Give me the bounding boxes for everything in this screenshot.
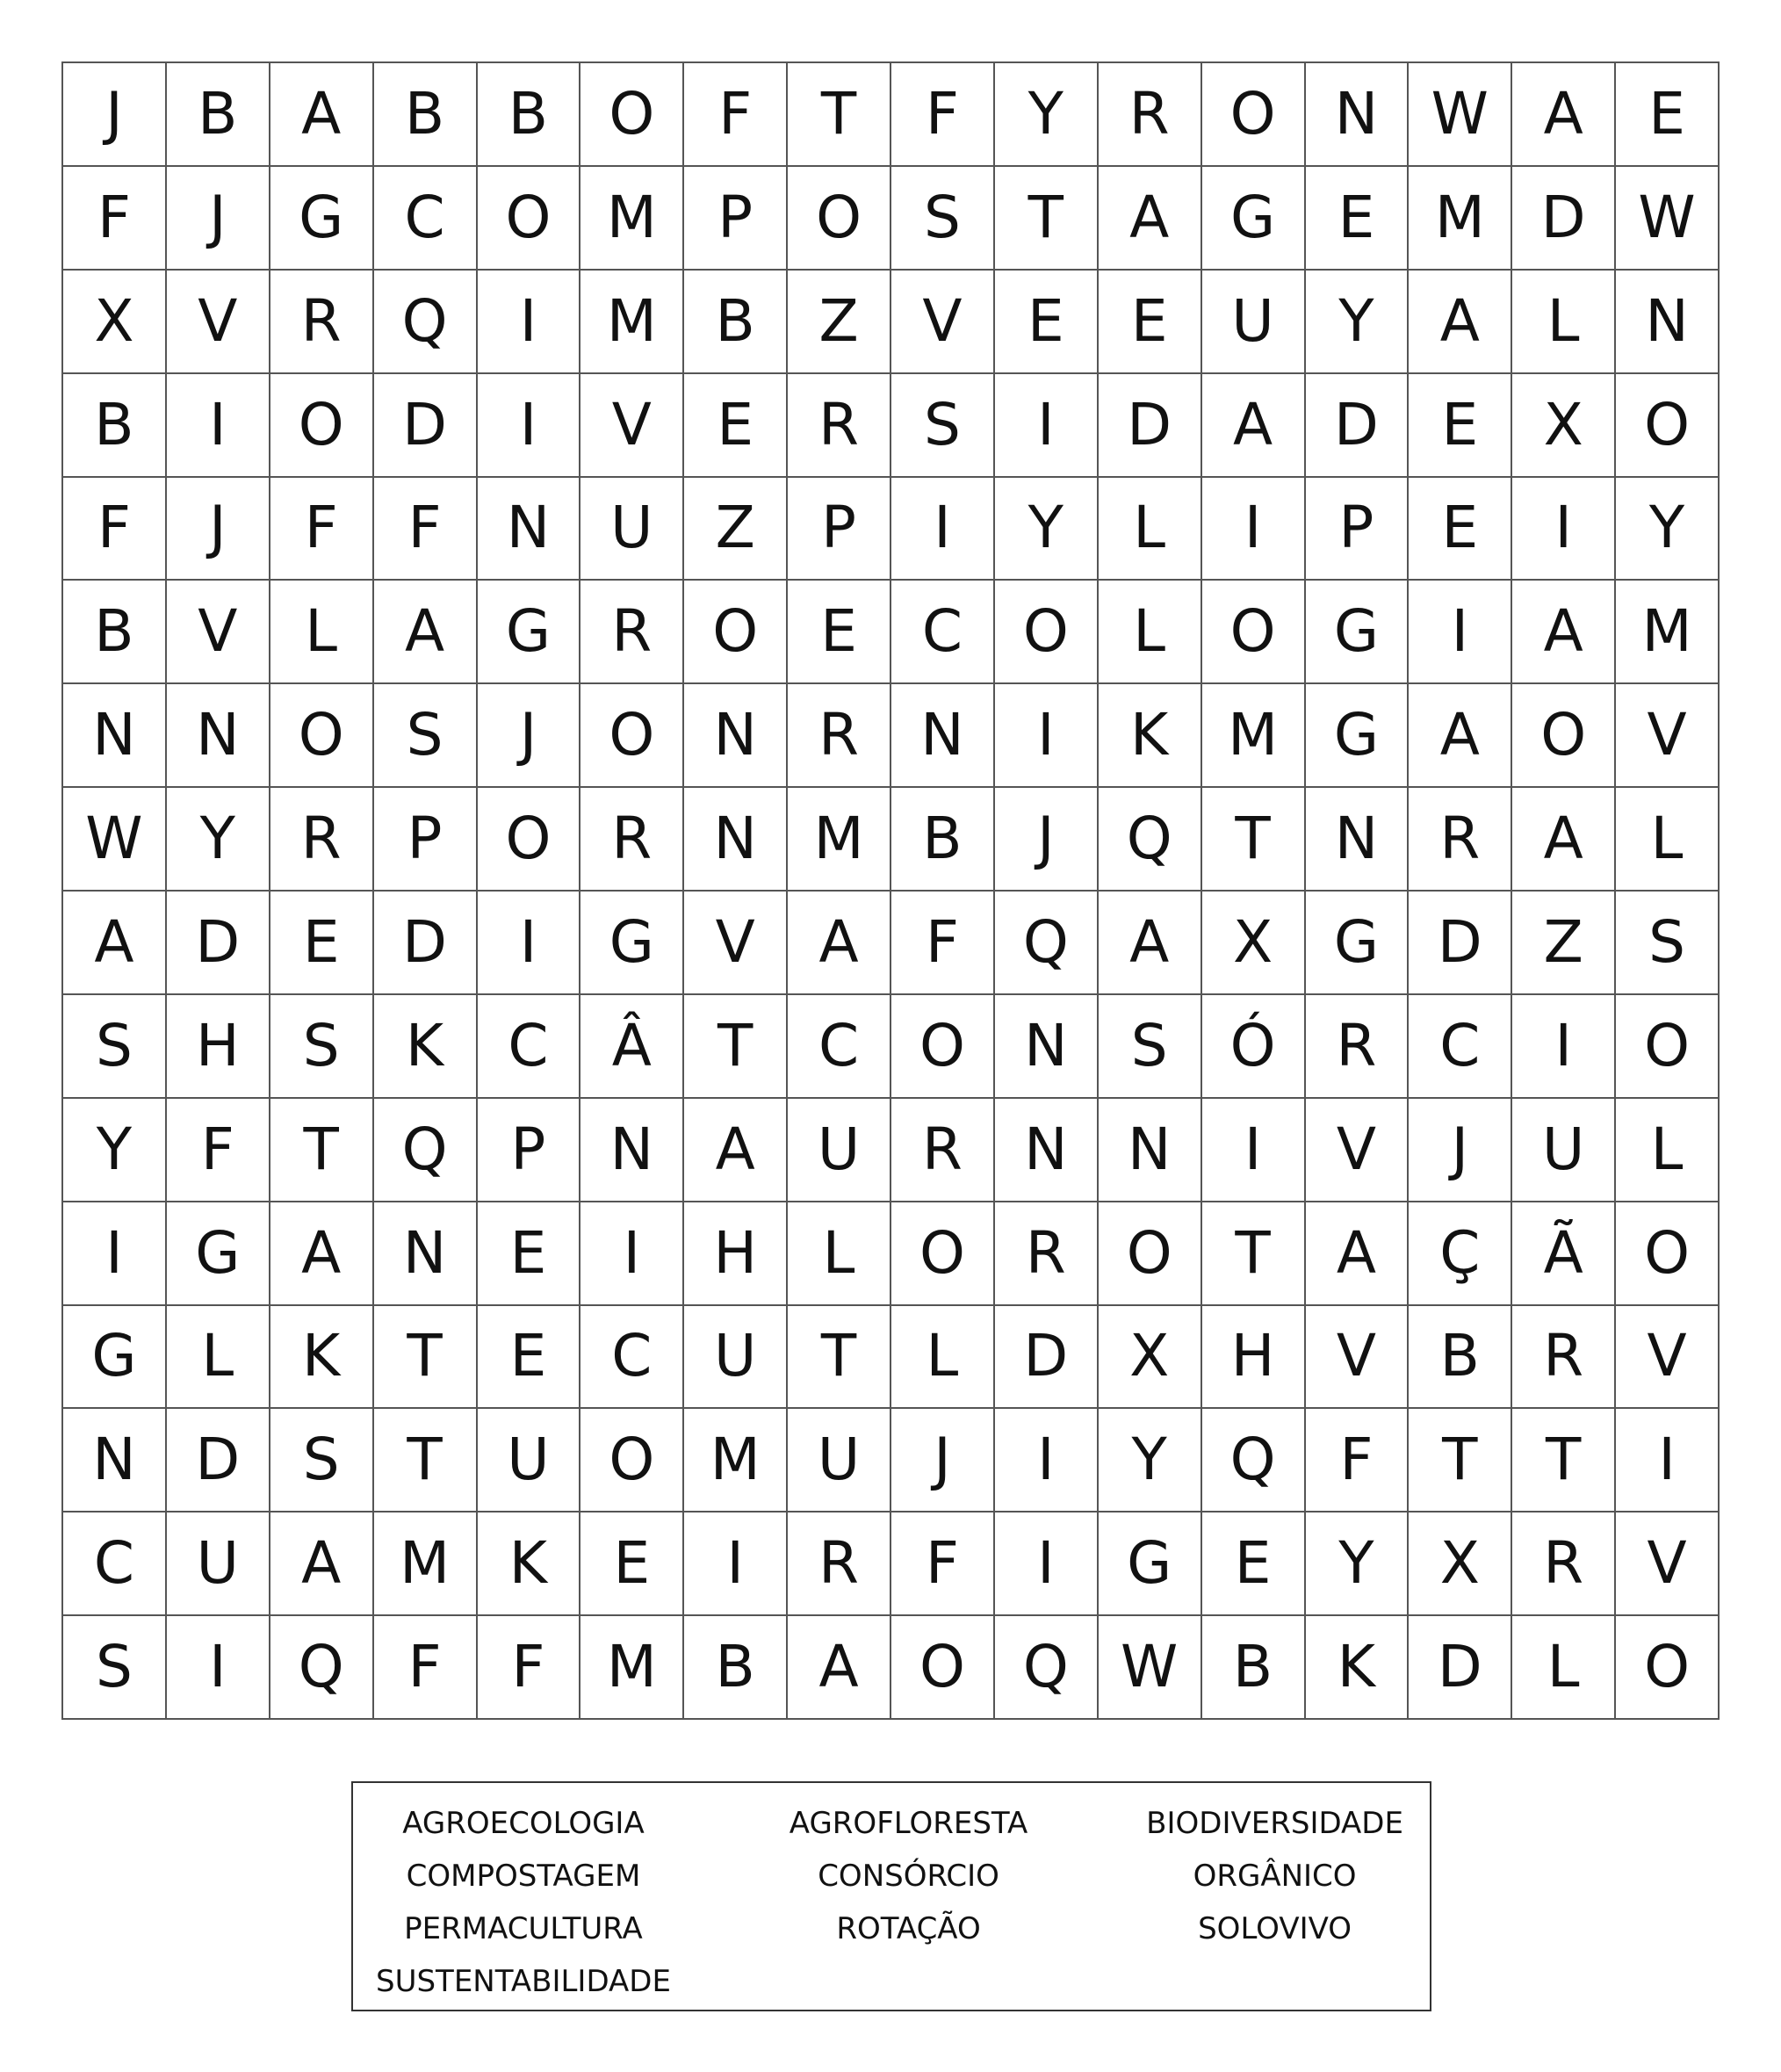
- grid-cell[interactable]: V: [1616, 1306, 1720, 1410]
- grid-cell[interactable]: G: [167, 1202, 270, 1306]
- grid-cell[interactable]: L: [270, 581, 374, 684]
- grid-cell[interactable]: X: [1202, 892, 1306, 995]
- grid-cell[interactable]: P: [788, 478, 891, 581]
- grid-cell[interactable]: Y: [63, 1099, 167, 1202]
- word-list-item: AGROFLORESTA: [789, 1806, 1028, 1841]
- grid-cell[interactable]: D: [1512, 167, 1616, 271]
- grid-cell[interactable]: G: [1306, 684, 1410, 788]
- grid-cell[interactable]: L: [1099, 581, 1202, 684]
- grid-cell[interactable]: V: [167, 271, 270, 374]
- grid-cell[interactable]: V: [1306, 1099, 1410, 1202]
- grid-cell[interactable]: J: [167, 478, 270, 581]
- grid-cell[interactable]: E: [1202, 1512, 1306, 1616]
- grid-cell[interactable]: S: [63, 995, 167, 1099]
- grid-cell[interactable]: A: [374, 581, 478, 684]
- grid-cell[interactable]: V: [580, 374, 684, 478]
- grid-cell[interactable]: W: [1409, 63, 1512, 167]
- grid-cell[interactable]: I: [478, 271, 581, 374]
- grid-cell[interactable]: F: [684, 63, 788, 167]
- grid-cell[interactable]: I: [995, 374, 1099, 478]
- grid-cell[interactable]: E: [1616, 63, 1720, 167]
- grid-cell[interactable]: B: [1202, 1616, 1306, 1720]
- grid-cell[interactable]: F: [167, 1099, 270, 1202]
- grid-cell[interactable]: O: [1202, 581, 1306, 684]
- grid-cell[interactable]: T: [1512, 1409, 1616, 1512]
- grid-cell[interactable]: L: [1512, 271, 1616, 374]
- grid-cell[interactable]: I: [995, 1409, 1099, 1512]
- grid-cell[interactable]: C: [891, 581, 995, 684]
- word-list-box: [351, 1781, 1431, 2011]
- grid-cell[interactable]: L: [891, 1306, 995, 1410]
- grid-cell[interactable]: A: [1512, 788, 1616, 892]
- grid-cell[interactable]: D: [1306, 374, 1410, 478]
- word-list-column: [790, 1797, 1028, 2010]
- word-list-column: [1146, 1797, 1403, 2010]
- grid-cell[interactable]: S: [1099, 995, 1202, 1099]
- grid-cell[interactable]: E: [1409, 478, 1512, 581]
- grid-cell[interactable]: D: [167, 892, 270, 995]
- grid-cell[interactable]: Q: [1202, 1409, 1306, 1512]
- grid-cell[interactable]: N: [580, 1099, 684, 1202]
- grid-cell[interactable]: P: [684, 167, 788, 271]
- grid-cell[interactable]: N: [995, 1099, 1099, 1202]
- grid-cell[interactable]: Y: [995, 478, 1099, 581]
- grid-cell[interactable]: O: [1099, 1202, 1202, 1306]
- grid-cell[interactable]: R: [995, 1202, 1099, 1306]
- grid-cell[interactable]: K: [1099, 684, 1202, 788]
- grid-cell[interactable]: U: [478, 1409, 581, 1512]
- grid-cell[interactable]: P: [374, 788, 478, 892]
- grid-cell[interactable]: H: [684, 1202, 788, 1306]
- word-list-column: [376, 1797, 671, 2010]
- grid-cell[interactable]: F: [63, 167, 167, 271]
- grid-cell[interactable]: Z: [788, 271, 891, 374]
- grid-cell[interactable]: Q: [1099, 788, 1202, 892]
- grid-cell[interactable]: U: [788, 1099, 891, 1202]
- grid-cell[interactable]: H: [167, 995, 270, 1099]
- grid-cell[interactable]: O: [788, 167, 891, 271]
- grid-cell[interactable]: N: [1306, 63, 1410, 167]
- grid-cell[interactable]: C: [580, 1306, 684, 1410]
- grid-cell[interactable]: N: [63, 684, 167, 788]
- grid-cell[interactable]: G: [1306, 581, 1410, 684]
- grid-cell[interactable]: E: [478, 1306, 581, 1410]
- grid-cell[interactable]: T: [374, 1409, 478, 1512]
- grid-cell[interactable]: K: [1306, 1616, 1410, 1720]
- grid-cell[interactable]: L: [1616, 1099, 1720, 1202]
- grid-cell[interactable]: A: [684, 1099, 788, 1202]
- grid-cell[interactable]: C: [478, 995, 581, 1099]
- grid-cell[interactable]: X: [1099, 1306, 1202, 1410]
- grid-cell[interactable]: A: [1202, 374, 1306, 478]
- grid-cell[interactable]: I: [1409, 581, 1512, 684]
- grid-cell[interactable]: E: [1409, 374, 1512, 478]
- grid-cell[interactable]: F: [374, 1616, 478, 1720]
- grid-cell[interactable]: S: [374, 684, 478, 788]
- grid-cell[interactable]: G: [270, 167, 374, 271]
- grid-cell[interactable]: T: [684, 995, 788, 1099]
- grid-cell[interactable]: B: [684, 1616, 788, 1720]
- grid-cell[interactable]: U: [788, 1409, 891, 1512]
- grid-cell[interactable]: I: [1202, 478, 1306, 581]
- grid-cell[interactable]: A: [1099, 167, 1202, 271]
- grid-cell[interactable]: A: [788, 1616, 891, 1720]
- grid-cell[interactable]: K: [374, 995, 478, 1099]
- grid-cell[interactable]: J: [995, 788, 1099, 892]
- grid-cell[interactable]: A: [1409, 684, 1512, 788]
- grid-cell[interactable]: Z: [684, 478, 788, 581]
- grid-cell[interactable]: F: [63, 478, 167, 581]
- grid-cell[interactable]: J: [1409, 1099, 1512, 1202]
- grid-cell[interactable]: Y: [1616, 478, 1720, 581]
- grid-cell[interactable]: O: [580, 1409, 684, 1512]
- grid-cell[interactable]: M: [1409, 167, 1512, 271]
- grid-cell[interactable]: D: [374, 374, 478, 478]
- grid-cell[interactable]: Q: [995, 1616, 1099, 1720]
- grid-cell[interactable]: Q: [374, 1099, 478, 1202]
- grid-cell[interactable]: L: [788, 1202, 891, 1306]
- grid-cell[interactable]: B: [63, 374, 167, 478]
- grid-cell[interactable]: G: [1202, 167, 1306, 271]
- word-list-item: PERMACULTURA: [404, 1911, 643, 1946]
- grid-cell[interactable]: I: [478, 892, 581, 995]
- grid-cell[interactable]: I: [995, 1512, 1099, 1616]
- grid-cell[interactable]: N: [684, 788, 788, 892]
- grid-cell[interactable]: O: [1616, 995, 1720, 1099]
- grid-cell[interactable]: D: [1409, 1616, 1512, 1720]
- grid-cell[interactable]: F: [478, 1616, 581, 1720]
- grid-cell[interactable]: O: [478, 167, 581, 271]
- grid-cell[interactable]: M: [788, 788, 891, 892]
- grid-cell[interactable]: N: [63, 1409, 167, 1512]
- grid-cell[interactable]: U: [684, 1306, 788, 1410]
- grid-cell[interactable]: C: [788, 995, 891, 1099]
- grid-cell[interactable]: R: [270, 788, 374, 892]
- grid-cell[interactable]: F: [891, 63, 995, 167]
- grid-cell[interactable]: P: [1306, 478, 1410, 581]
- grid-cell[interactable]: O: [995, 581, 1099, 684]
- grid-cell[interactable]: S: [1616, 892, 1720, 995]
- grid-cell[interactable]: S: [270, 1409, 374, 1512]
- grid-cell[interactable]: O: [1202, 63, 1306, 167]
- grid-cell[interactable]: R: [1099, 63, 1202, 167]
- grid-cell[interactable]: Z: [1512, 892, 1616, 995]
- grid-cell[interactable]: M: [1616, 581, 1720, 684]
- grid-cell[interactable]: B: [478, 63, 581, 167]
- grid-cell[interactable]: L: [1099, 478, 1202, 581]
- word-list-item: SOLOVIVO: [1198, 1911, 1352, 1946]
- grid-cell[interactable]: I: [1616, 1409, 1720, 1512]
- grid-cell[interactable]: C: [1409, 995, 1512, 1099]
- grid-cell[interactable]: P: [478, 1099, 581, 1202]
- grid-cell[interactable]: T: [374, 1306, 478, 1410]
- grid-cell[interactable]: I: [63, 1202, 167, 1306]
- word-list-item: SUSTENTABILIDADE: [376, 1964, 671, 1999]
- grid-cell[interactable]: O: [580, 63, 684, 167]
- grid-cell[interactable]: Q: [995, 892, 1099, 995]
- grid-cell[interactable]: N: [995, 995, 1099, 1099]
- grid-cell[interactable]: V: [684, 892, 788, 995]
- grid-cell[interactable]: Ó: [1202, 995, 1306, 1099]
- grid-cell[interactable]: D: [995, 1306, 1099, 1410]
- grid-cell[interactable]: M: [374, 1512, 478, 1616]
- grid-cell[interactable]: E: [580, 1512, 684, 1616]
- grid-cell[interactable]: X: [63, 271, 167, 374]
- grid-cell[interactable]: Y: [1099, 1409, 1202, 1512]
- word-list-item: BIODIVERSIDADE: [1146, 1806, 1403, 1841]
- grid-cell[interactable]: W: [1616, 167, 1720, 271]
- word-list-item: ORGÂNICO: [1193, 1859, 1357, 1894]
- grid-cell[interactable]: D: [167, 1409, 270, 1512]
- grid-cell[interactable]: L: [1616, 788, 1720, 892]
- grid-cell[interactable]: W: [1099, 1616, 1202, 1720]
- grid-cell[interactable]: O: [891, 1616, 995, 1720]
- grid-cell[interactable]: Q: [270, 1616, 374, 1720]
- grid-cell[interactable]: O: [1616, 1202, 1720, 1306]
- grid-cell[interactable]: D: [374, 892, 478, 995]
- grid-cell[interactable]: B: [684, 271, 788, 374]
- grid-cell[interactable]: N: [167, 684, 270, 788]
- grid-cell[interactable]: R: [891, 1099, 995, 1202]
- grid-cell[interactable]: V: [167, 581, 270, 684]
- grid-cell[interactable]: N: [1616, 271, 1720, 374]
- grid-cell[interactable]: G: [478, 581, 581, 684]
- grid-cell[interactable]: Â: [580, 995, 684, 1099]
- grid-cell[interactable]: T: [1202, 788, 1306, 892]
- grid-cell[interactable]: K: [270, 1306, 374, 1410]
- grid-cell[interactable]: E: [478, 1202, 581, 1306]
- grid-cell[interactable]: U: [167, 1512, 270, 1616]
- grid-cell[interactable]: G: [580, 892, 684, 995]
- word-list-item: COMPOSTAGEM: [406, 1859, 641, 1894]
- grid-cell[interactable]: R: [788, 1512, 891, 1616]
- grid-cell[interactable]: R: [1512, 1512, 1616, 1616]
- grid-cell[interactable]: Y: [1306, 271, 1410, 374]
- grid-cell[interactable]: C: [374, 167, 478, 271]
- grid-cell[interactable]: B: [374, 63, 478, 167]
- grid-cell[interactable]: V: [891, 271, 995, 374]
- grid-cell[interactable]: X: [1409, 1512, 1512, 1616]
- grid-cell[interactable]: E: [788, 581, 891, 684]
- grid-cell[interactable]: R: [1306, 995, 1410, 1099]
- grid-cell[interactable]: O: [891, 995, 995, 1099]
- grid-cell[interactable]: S: [891, 167, 995, 271]
- grid-cell[interactable]: A: [1306, 1202, 1410, 1306]
- grid-cell[interactable]: R: [580, 788, 684, 892]
- grid-cell[interactable]: H: [1202, 1306, 1306, 1410]
- grid-cell[interactable]: Q: [374, 271, 478, 374]
- grid-cell[interactable]: M: [580, 271, 684, 374]
- grid-cell[interactable]: E: [995, 271, 1099, 374]
- grid-cell[interactable]: A: [788, 892, 891, 995]
- grid-cell[interactable]: O: [270, 374, 374, 478]
- grid-cell[interactable]: F: [270, 478, 374, 581]
- grid-cell[interactable]: M: [684, 1409, 788, 1512]
- grid-cell[interactable]: I: [167, 374, 270, 478]
- grid-cell[interactable]: B: [891, 788, 995, 892]
- grid-cell[interactable]: A: [1512, 63, 1616, 167]
- grid-cell[interactable]: A: [63, 892, 167, 995]
- grid-cell[interactable]: S: [270, 995, 374, 1099]
- grid-cell[interactable]: L: [167, 1306, 270, 1410]
- grid-cell[interactable]: Y: [995, 63, 1099, 167]
- grid-cell[interactable]: T: [1409, 1409, 1512, 1512]
- grid-cell[interactable]: B: [167, 63, 270, 167]
- grid-cell[interactable]: A: [270, 1512, 374, 1616]
- grid-cell[interactable]: O: [1616, 374, 1720, 478]
- grid-cell[interactable]: T: [270, 1099, 374, 1202]
- grid-cell[interactable]: Y: [167, 788, 270, 892]
- grid-cell[interactable]: R: [788, 374, 891, 478]
- grid-cell[interactable]: E: [684, 374, 788, 478]
- grid-cell[interactable]: N: [891, 684, 995, 788]
- grid-cell[interactable]: M: [580, 1616, 684, 1720]
- grid-cell[interactable]: W: [63, 788, 167, 892]
- grid-cell[interactable]: U: [1512, 1099, 1616, 1202]
- grid-cell[interactable]: M: [580, 167, 684, 271]
- grid-cell[interactable]: G: [1306, 892, 1410, 995]
- grid-cell[interactable]: R: [580, 581, 684, 684]
- grid-cell[interactable]: I: [1202, 1099, 1306, 1202]
- grid-cell[interactable]: R: [788, 684, 891, 788]
- grid-cell[interactable]: I: [167, 1616, 270, 1720]
- grid-cell[interactable]: X: [1512, 374, 1616, 478]
- grid-cell[interactable]: A: [1099, 892, 1202, 995]
- grid-cell[interactable]: S: [63, 1616, 167, 1720]
- grid-cell[interactable]: J: [63, 63, 167, 167]
- grid-cell[interactable]: O: [1616, 1616, 1720, 1720]
- grid-cell[interactable]: A: [270, 63, 374, 167]
- grid-cell[interactable]: U: [1202, 271, 1306, 374]
- grid-cell[interactable]: E: [1099, 271, 1202, 374]
- word-search-grid: [61, 61, 1720, 1720]
- word-list-item: ROTAÇÃO: [836, 1911, 981, 1946]
- grid-cell[interactable]: N: [1306, 788, 1410, 892]
- grid-cell[interactable]: J: [891, 1409, 995, 1512]
- grid-cell[interactable]: J: [167, 167, 270, 271]
- grid-cell[interactable]: I: [1512, 478, 1616, 581]
- grid-cell[interactable]: Ç: [1409, 1202, 1512, 1306]
- grid-cell[interactable]: F: [891, 1512, 995, 1616]
- grid-cell[interactable]: M: [1202, 684, 1306, 788]
- grid-cell[interactable]: R: [1512, 1306, 1616, 1410]
- grid-cell[interactable]: Y: [1306, 1512, 1410, 1616]
- grid-cell[interactable]: N: [1099, 1099, 1202, 1202]
- grid-cell[interactable]: V: [1616, 1512, 1720, 1616]
- grid-cell[interactable]: D: [1409, 892, 1512, 995]
- grid-cell[interactable]: A: [270, 1202, 374, 1306]
- grid-cell[interactable]: A: [1409, 271, 1512, 374]
- grid-cell[interactable]: N: [374, 1202, 478, 1306]
- grid-cell[interactable]: O: [580, 684, 684, 788]
- grid-cell[interactable]: N: [478, 478, 581, 581]
- grid-cell[interactable]: V: [1616, 684, 1720, 788]
- grid-cell[interactable]: T: [995, 167, 1099, 271]
- grid-cell[interactable]: D: [1099, 374, 1202, 478]
- grid-cell[interactable]: Ã: [1512, 1202, 1616, 1306]
- grid-cell[interactable]: K: [478, 1512, 581, 1616]
- grid-cell[interactable]: F: [374, 478, 478, 581]
- grid-cell[interactable]: I: [580, 1202, 684, 1306]
- grid-cell[interactable]: I: [684, 1512, 788, 1616]
- grid-cell[interactable]: O: [478, 788, 581, 892]
- grid-cell[interactable]: I: [1512, 995, 1616, 1099]
- grid-cell[interactable]: B: [1409, 1306, 1512, 1410]
- grid-cell[interactable]: O: [684, 581, 788, 684]
- grid-cell[interactable]: B: [63, 581, 167, 684]
- grid-cell[interactable]: G: [63, 1306, 167, 1410]
- grid-cell[interactable]: F: [1306, 1409, 1410, 1512]
- grid-cell[interactable]: U: [580, 478, 684, 581]
- grid-cell[interactable]: A: [1512, 581, 1616, 684]
- grid-cell[interactable]: S: [891, 374, 995, 478]
- grid-cell[interactable]: C: [63, 1512, 167, 1616]
- grid-cell[interactable]: J: [478, 684, 581, 788]
- word-list-item: AGROECOLOGIA: [402, 1806, 645, 1841]
- grid-cell[interactable]: O: [1512, 684, 1616, 788]
- grid-cell[interactable]: I: [995, 684, 1099, 788]
- grid-cell[interactable]: I: [478, 374, 581, 478]
- grid-cell[interactable]: T: [788, 63, 891, 167]
- grid-cell[interactable]: F: [891, 892, 995, 995]
- grid-cell[interactable]: I: [891, 478, 995, 581]
- grid-cell[interactable]: O: [891, 1202, 995, 1306]
- grid-cell[interactable]: N: [684, 684, 788, 788]
- grid-cell[interactable]: R: [270, 271, 374, 374]
- grid-cell[interactable]: O: [270, 684, 374, 788]
- grid-cell[interactable]: L: [1512, 1616, 1616, 1720]
- grid-cell[interactable]: E: [1306, 167, 1410, 271]
- grid-cell[interactable]: T: [1202, 1202, 1306, 1306]
- grid-cell[interactable]: R: [1409, 788, 1512, 892]
- grid-cell[interactable]: T: [788, 1306, 891, 1410]
- grid-cell[interactable]: V: [1306, 1306, 1410, 1410]
- grid-cell[interactable]: G: [1099, 1512, 1202, 1616]
- word-list-item: CONSÓRCIO: [818, 1859, 999, 1894]
- grid-cell[interactable]: E: [270, 892, 374, 995]
